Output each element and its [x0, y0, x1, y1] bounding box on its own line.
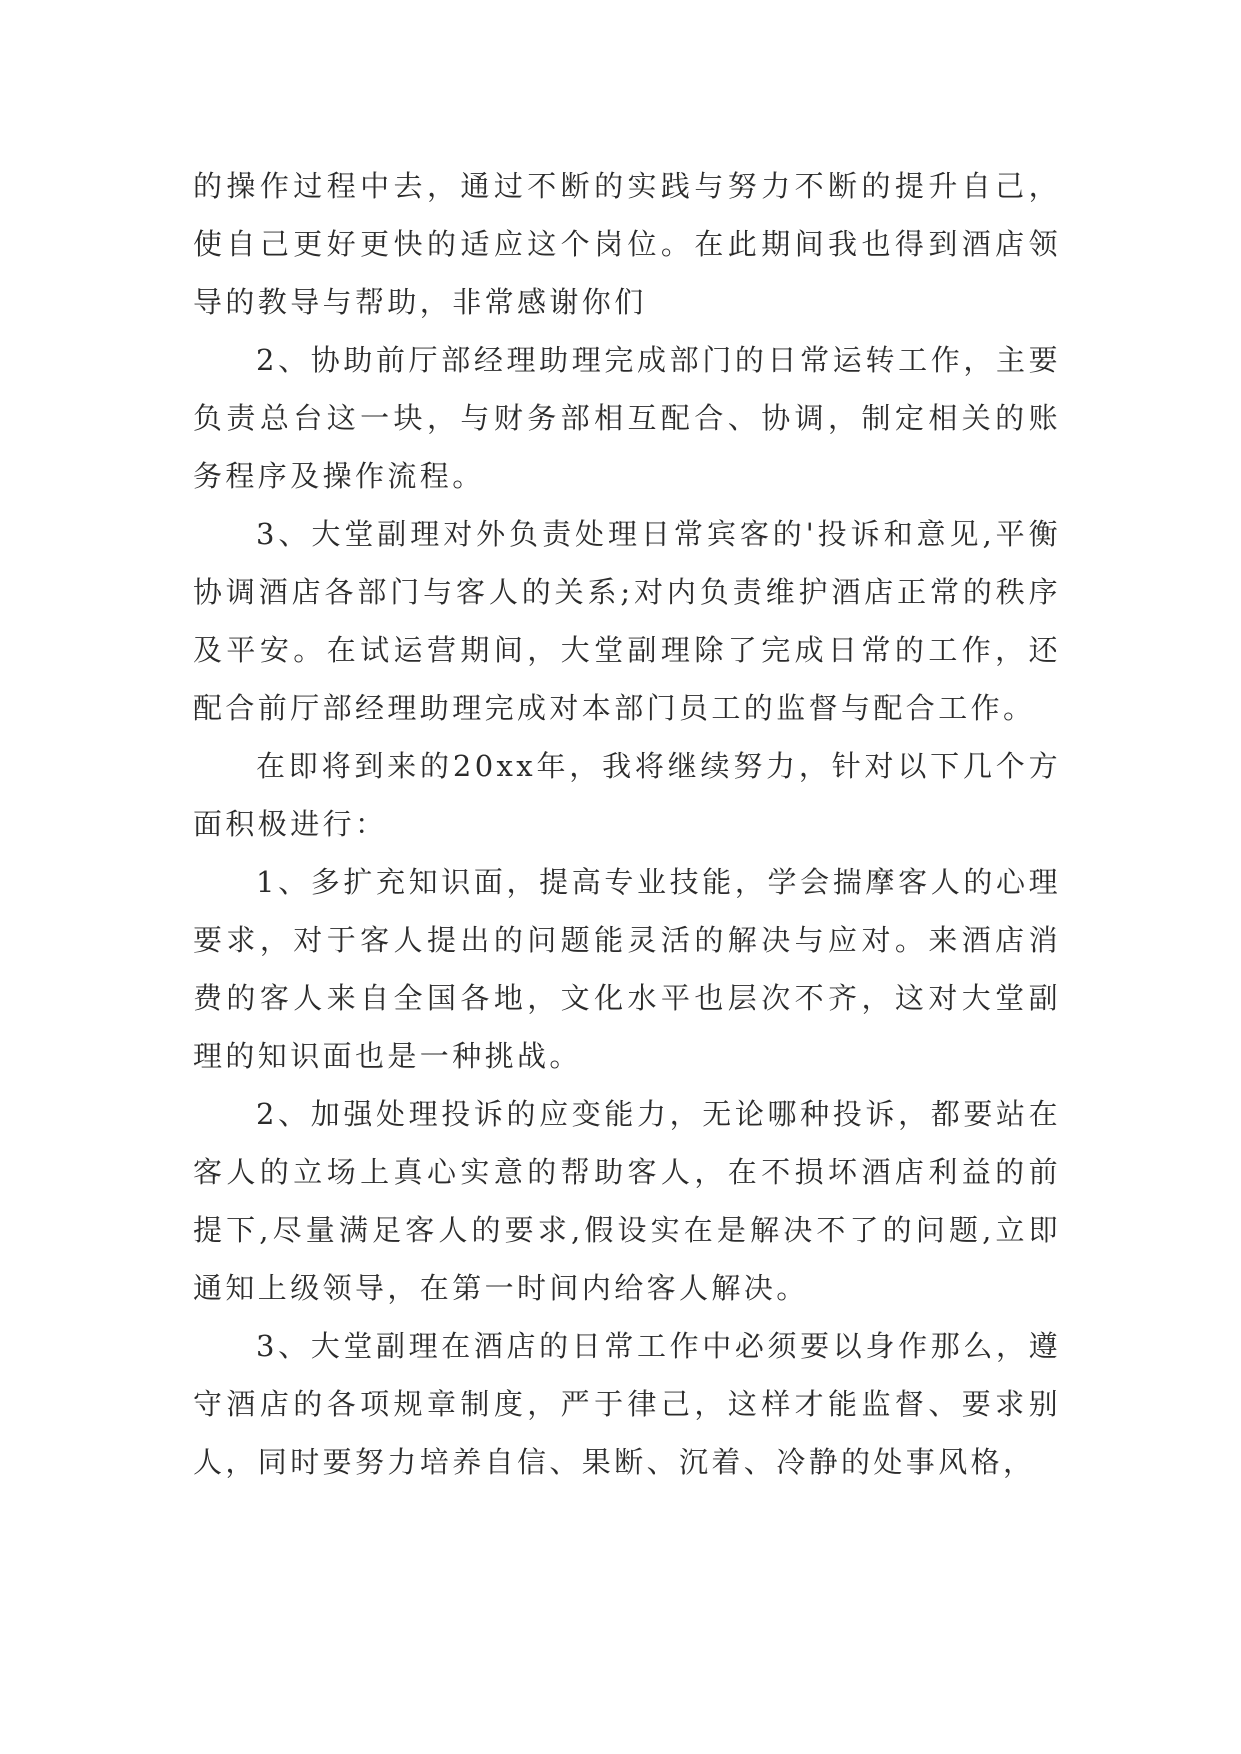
paragraph-3: 3、大堂副理对外负责处理日常宾客的'投诉和意见,平衡协调酒店各部门与客人的关系;对内负责维护酒店正常的秩序及平安。在试运营期间，大堂副理除了完成日常的工作，还配合前厅部经理助理完成对本部门员工的监督与配合工作。: [193, 517, 1061, 725]
paragraph-5: 1、多扩充知识面，提高专业技能，学会揣摩客人的心理要求，对于客人提出的问题能灵活的解决与应对。来酒店消费的客人来自全国各地，文化水平也层次不齐，这对大堂副理的知识面也是一种挑战。: [193, 865, 1061, 1073]
paragraph-4: 在即将到来的20xx年，我将继续努力，针对以下几个方面积极进行：: [193, 749, 1061, 841]
paragraph-7: 3、大堂副理在酒店的日常工作中必须要以身作那么，遵守酒店的各项规章制度，严于律己，这样才能监督、要求别人，同时要努力培养自信、果断、沉着、冷静的处事风格，: [193, 1329, 1061, 1479]
paragraph-6: 2、加强处理投诉的应变能力，无论哪种投诉，都要站在客人的立场上真心实意的帮助客人，在不损坏酒店利益的前提下,尽量满足客人的要求,假设实在是解决不了的问题,立即通知上级领导，在第一时间内给客人解决。: [193, 1097, 1061, 1305]
paragraph-1: 的操作过程中去，通过不断的实践与努力不断的提升自己，使自己更好更快的适应这个岗位。在此期间我也得到酒店领导的教导与帮助，非常感谢你们: [193, 169, 1061, 319]
document-body: [193, 157, 1061, 1491]
paragraph-2: 2、协助前厅部经理助理完成部门的日常运转工作，主要负责总台这一块，与财务部相互配合、协调，制定相关的账务程序及操作流程。: [193, 343, 1061, 493]
